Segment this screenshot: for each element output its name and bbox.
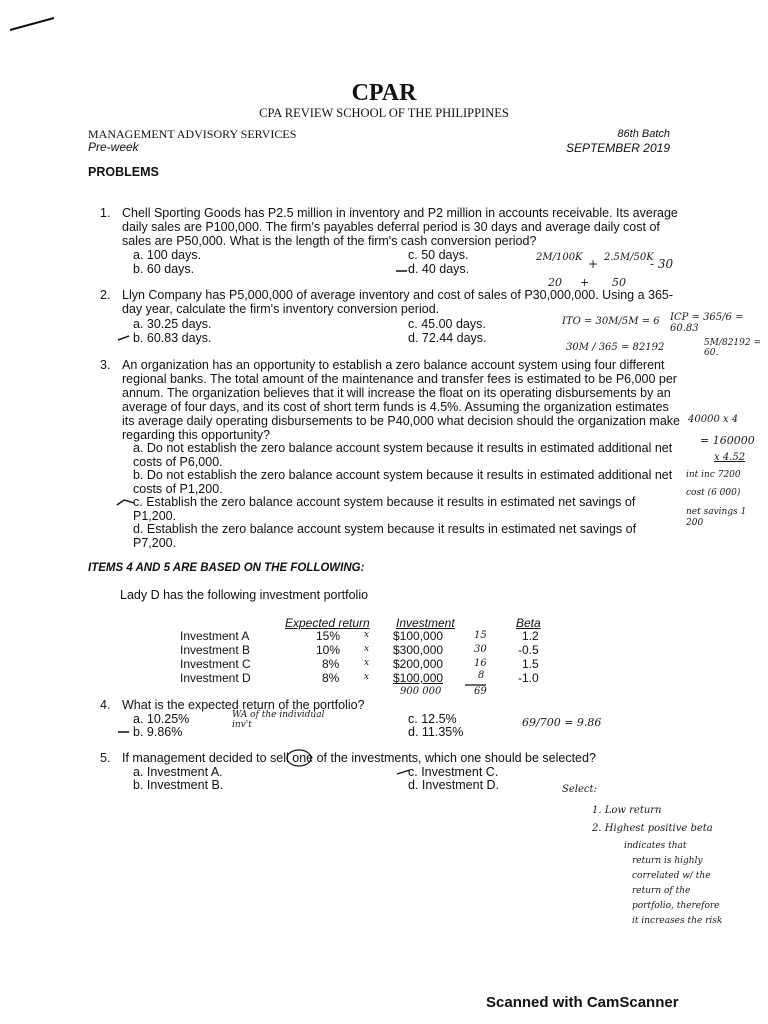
handwritten-number: 30	[474, 644, 487, 655]
handwritten-note: 2. Highest positive beta	[592, 823, 713, 834]
scanner-watermark: Scanned with CamScanner	[486, 994, 679, 1011]
option-c: c. Investment C.	[408, 765, 499, 779]
question-text: Llyn Company has P5,000,000 of average inventory and cost of sales of P30,000,000. Using a 365-day year, calculate the firm's inventory conversion period.	[122, 288, 674, 316]
option-b: b. 9.86%	[133, 725, 183, 739]
option-d: d. 11.35%	[408, 725, 464, 739]
table-cell-investment: $100,000	[393, 671, 444, 685]
handwritten-note: WA of the individual inv't	[232, 710, 325, 730]
answer-tick-mark	[116, 497, 136, 507]
option-b: b. Do not establish the zero balance account system because it results in estimated additional net costs of P1,200.	[133, 468, 673, 496]
option-a: a. Do not establish the zero balance account system because it results in estimated additional net costs of P6,000.	[133, 441, 673, 469]
option-b: b. 60 days.	[133, 262, 195, 276]
question-text: If management decided to sell one of the investments, which one should be selected?	[122, 751, 596, 765]
option-a: a. 30.25 days.	[133, 317, 212, 331]
option-d: d. Establish the zero balance account system because it results in estimated net savings of P7,200.	[133, 522, 637, 550]
handwritten-mark: x	[364, 630, 370, 640]
batch-label: 86th Batch	[617, 128, 670, 140]
option-c: c. 50 days.	[408, 248, 469, 262]
question-text: What is the expected return of the portfolio?	[122, 698, 365, 712]
school-name: CPA REVIEW SCHOOL OF THE PHILIPPINES	[259, 106, 509, 120]
handwritten-number: 16	[474, 658, 487, 669]
handwritten-note: Select:	[562, 784, 597, 795]
answer-tick-mark	[396, 767, 412, 777]
handwritten-note: correlated w/ the	[632, 871, 711, 881]
handwritten-number: 20	[548, 276, 562, 289]
handwritten-total: 900 000	[400, 686, 442, 697]
table-cell-return: 10%	[316, 643, 341, 657]
column-header-beta: Beta	[516, 616, 541, 630]
option-c: c. 45.00 days.	[408, 317, 486, 331]
handwritten-computation: int inc 7200	[686, 470, 741, 480]
option-b: b. Investment B.	[133, 778, 224, 792]
table-cell-return: 8%	[322, 657, 340, 671]
question-number: 4.	[100, 698, 111, 712]
handwritten-note: indicates that	[624, 841, 687, 851]
question-number: 1.	[100, 206, 111, 220]
handwritten-plus: +	[588, 257, 599, 271]
handwritten-fraction: 2M/100K	[536, 252, 583, 263]
session-label: Pre-week	[88, 140, 139, 154]
subject-name: MANAGEMENT ADVISORY SERVICES	[88, 127, 297, 141]
table-cell-beta: -1.0	[518, 671, 539, 685]
handwritten-note: portfolio, therefore	[632, 901, 720, 911]
option-a: a. 10.25%	[133, 712, 190, 726]
table-cell-investment: $300,000	[393, 643, 444, 657]
option-a: a. 100 days.	[133, 248, 202, 262]
handwritten-computation: x 4.52	[714, 452, 746, 463]
column-header-investment: Investment	[396, 616, 455, 630]
option-c: c. 12.5%	[408, 712, 457, 726]
option-b: b. 60.83 days.	[133, 331, 212, 345]
handwritten-total: 69	[474, 686, 487, 697]
section-title: PROBLEMS	[88, 165, 159, 179]
handwritten-plus: +	[580, 276, 590, 289]
table-cell-beta: 1.2	[522, 629, 539, 643]
handwritten-note: return is highly	[632, 856, 703, 866]
option-d: d. 72.44 days.	[408, 331, 487, 345]
handwritten-number: 50	[612, 276, 626, 289]
handwritten-mark: x	[364, 644, 370, 654]
question-text: Chell Sporting Goods has P2.5 million in inventory and P2 million in accounts receivable. Its average daily sales are P100,000. The firm's payables deferral period is 30 days and average daily cost of sales are P50,000. What is the length of the firm's cash conversion period?	[122, 206, 678, 248]
table-cell-return: 8%	[322, 671, 340, 685]
table-row-label: Investment D	[180, 671, 251, 685]
handwritten-mark: x	[364, 672, 370, 682]
handwritten-number: 15	[474, 630, 487, 641]
handwritten-computation: 40000 x 4	[688, 414, 739, 425]
answer-tick-mark	[117, 334, 131, 342]
option-a: a. Investment A.	[133, 765, 223, 779]
question-number: 5.	[100, 751, 111, 765]
handwritten-minus: - 30	[650, 257, 674, 271]
table-cell-beta: 1.5	[522, 657, 539, 671]
table-row-label: Investment B	[180, 643, 251, 657]
items-heading: ITEMS 4 AND 5 ARE BASED ON THE FOLLOWING:	[88, 562, 365, 574]
handwritten-note: 1. Low return	[592, 805, 662, 816]
option-d: d. Investment D.	[408, 778, 500, 792]
table-row-label: Investment C	[180, 657, 251, 671]
question-number: 2.	[100, 288, 111, 302]
table-row-label: Investment A	[180, 629, 250, 643]
option-c: c. Establish the zero balance account system because it results in estimated net savings of P1,200.	[133, 495, 636, 523]
handwritten-number: 8	[478, 670, 485, 681]
table-cell-investment: $100,000	[393, 629, 444, 643]
handwritten-note: return of the	[632, 886, 691, 896]
handwritten-computation: cost (6 000)	[686, 488, 741, 498]
handwritten-computation: ICP = 365/6 = 60.83	[670, 312, 744, 334]
handwritten-computation: 30M / 365 = 82192	[566, 342, 665, 353]
handwritten-mark: x	[364, 658, 370, 668]
question-number: 3.	[100, 358, 111, 372]
exam-date: SEPTEMBER 2019	[565, 141, 670, 155]
page-title: CPAR	[351, 80, 417, 106]
table-cell-beta: -0.5	[518, 643, 539, 657]
column-header-return: Expected return	[285, 616, 370, 630]
handwritten-fraction: 2.5M/50K	[604, 252, 654, 263]
question-text: An organization has an opportunity to establish a zero balance account system using four different regional banks. The total amount of the maintenance and transfer fees is estimated to be P6,000 per annum. The organization believes that it will increase the float on its operating disbursements by an average of four days, and its cost of short term funds is 4.5%. Assuming the organization estimates its average daily operating disbursements to be P40,000 what decision should the organization make regarding this opportunity?	[122, 358, 680, 442]
table-cell-investment: $200,000	[393, 657, 444, 671]
handwritten-circle	[284, 748, 314, 768]
option-d: d. 40 days.	[408, 262, 470, 276]
handwritten-note: it increases the risk	[632, 916, 723, 926]
stray-pen-mark	[8, 14, 58, 34]
table-cell-return: 15%	[316, 629, 341, 643]
answer-tick-mark	[117, 729, 131, 735]
portfolio-intro: Lady D has the following investment portfolio	[120, 588, 369, 602]
answer-tick-mark	[395, 266, 409, 274]
handwritten-computation: = 160000	[700, 434, 755, 447]
handwritten-computation: 69/700 = 9.86	[522, 716, 602, 729]
handwritten-computation: net savings 1 200	[686, 507, 747, 528]
handwritten-computation: ITO = 30M/5M = 6	[562, 316, 660, 327]
handwritten-computation: 5M/82192 = 60.	[704, 338, 762, 358]
